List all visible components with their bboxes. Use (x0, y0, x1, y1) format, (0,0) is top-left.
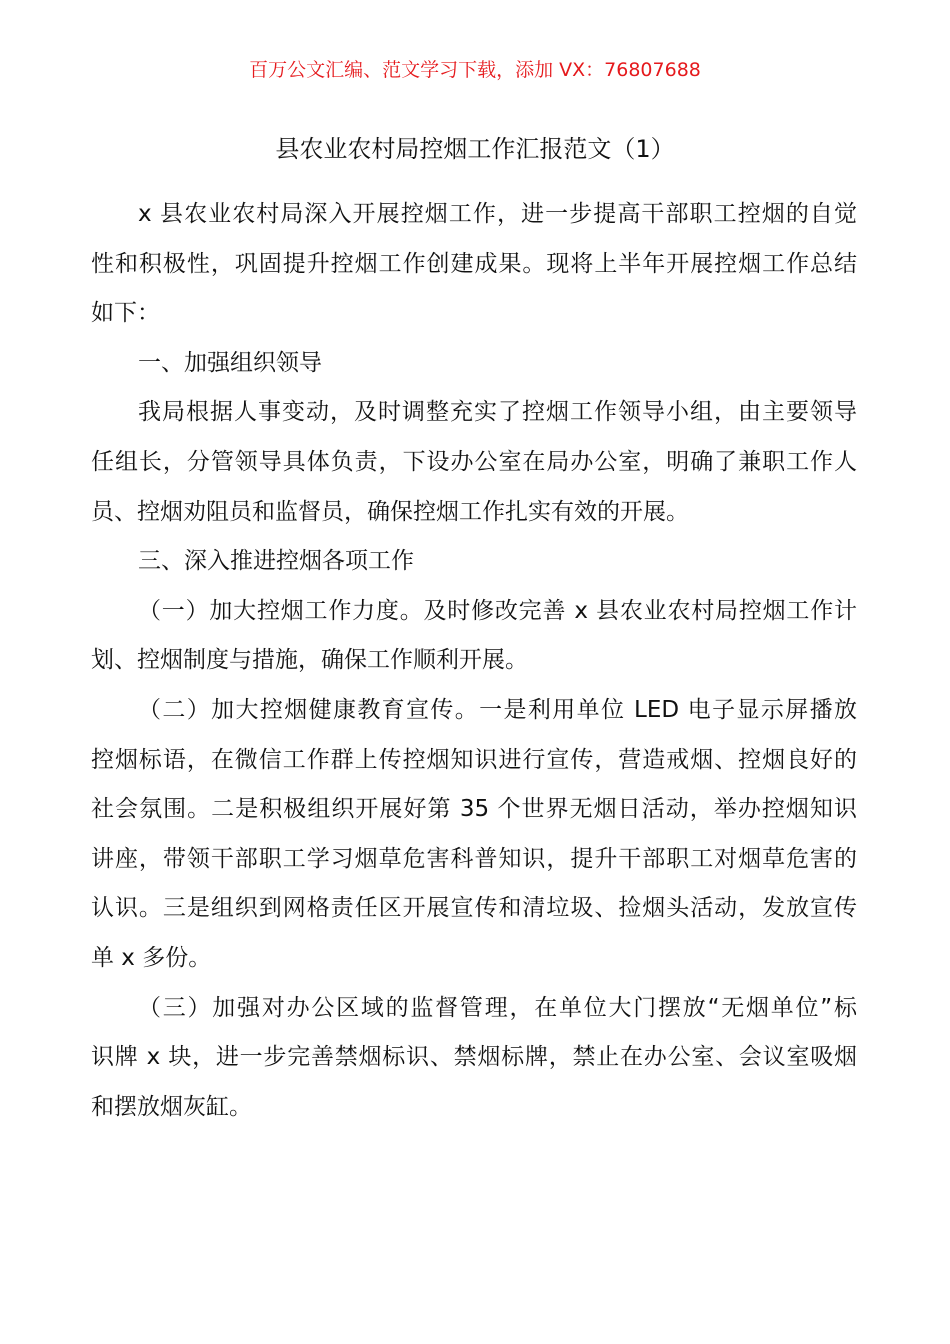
paragraph-line: 讲座，带领干部职工学习烟草危害科普知识，提升干部职工对烟草危害的 (91, 845, 857, 872)
paragraph (91, 587, 857, 686)
paragraph-line: （三）加强对办公区域的监督管理，在单位大门摆放“无烟单位”标 (138, 994, 857, 1021)
paragraph-line: 员、控烟劝阻员和监督员，确保控烟工作扎实有效的开展。 (91, 498, 689, 525)
paragraph-line: 认识。三是组织到网格责任区开展宣传和清垃圾、捡烟头活动，发放宣传 (91, 895, 857, 922)
paragraph-line: x 县农业农村局深入开展控烟工作，进一步提高干部职工控烟的自觉 (138, 201, 857, 227)
paragraph-line: 控烟标语，在微信工作群上传控烟知识进行宣传，营造戒烟、控烟良好的 (91, 746, 857, 773)
document-title: 县农业农村局控烟工作汇报范文（1） (275, 135, 675, 163)
paragraph-line: 识牌 x 块，进一步完善禁烟标识、禁烟标牌，禁止在办公室、会议室吸烟 (91, 1044, 857, 1071)
paragraph-line: 任组长，分管领导具体负责，下设办公室在局办公室，明确了兼职工作人 (91, 448, 857, 475)
paragraph-line: （一）加大控烟工作力度。及时修改完善 x 县农业农村局控烟工作计 (138, 597, 857, 624)
paragraph (91, 190, 857, 339)
paragraph-line: 性和积极性，巩固提升控烟工作创建成果。现将上半年开展控烟工作总结 (91, 250, 857, 277)
document-body (91, 190, 857, 1132)
paragraph-line: （二）加大控烟健康教育宣传。一是利用单位 LED 电子显示屏播放 (138, 696, 857, 723)
paragraph (91, 388, 857, 537)
paragraph-line: 三、深入推进控烟各项工作 (138, 548, 414, 575)
paragraph (91, 686, 857, 984)
paragraph-line: 划、控烟制度与措施，确保工作顺利开展。 (91, 647, 528, 674)
paragraph-line: 如下： (91, 300, 160, 327)
paragraph-line: 我局根据人事变动，及时调整充实了控烟工作领导小组，由主要领导 (138, 399, 857, 426)
paragraph (91, 339, 857, 389)
paragraph (91, 537, 857, 587)
paragraph (91, 984, 857, 1133)
paragraph-line: 一、加强组织领导 (138, 349, 322, 376)
paragraph-line: 和摆放烟灰缸。 (91, 1093, 252, 1120)
paragraph-line: 社会氛围。二是积极组织开展好第 35 个世界无烟日活动，举办控烟知识 (91, 796, 857, 823)
watermark-banner: 百万公文汇编、范文学习下载，添加 VX：76807688 (249, 59, 701, 81)
paragraph-line: 单 x 多份。 (91, 944, 212, 971)
